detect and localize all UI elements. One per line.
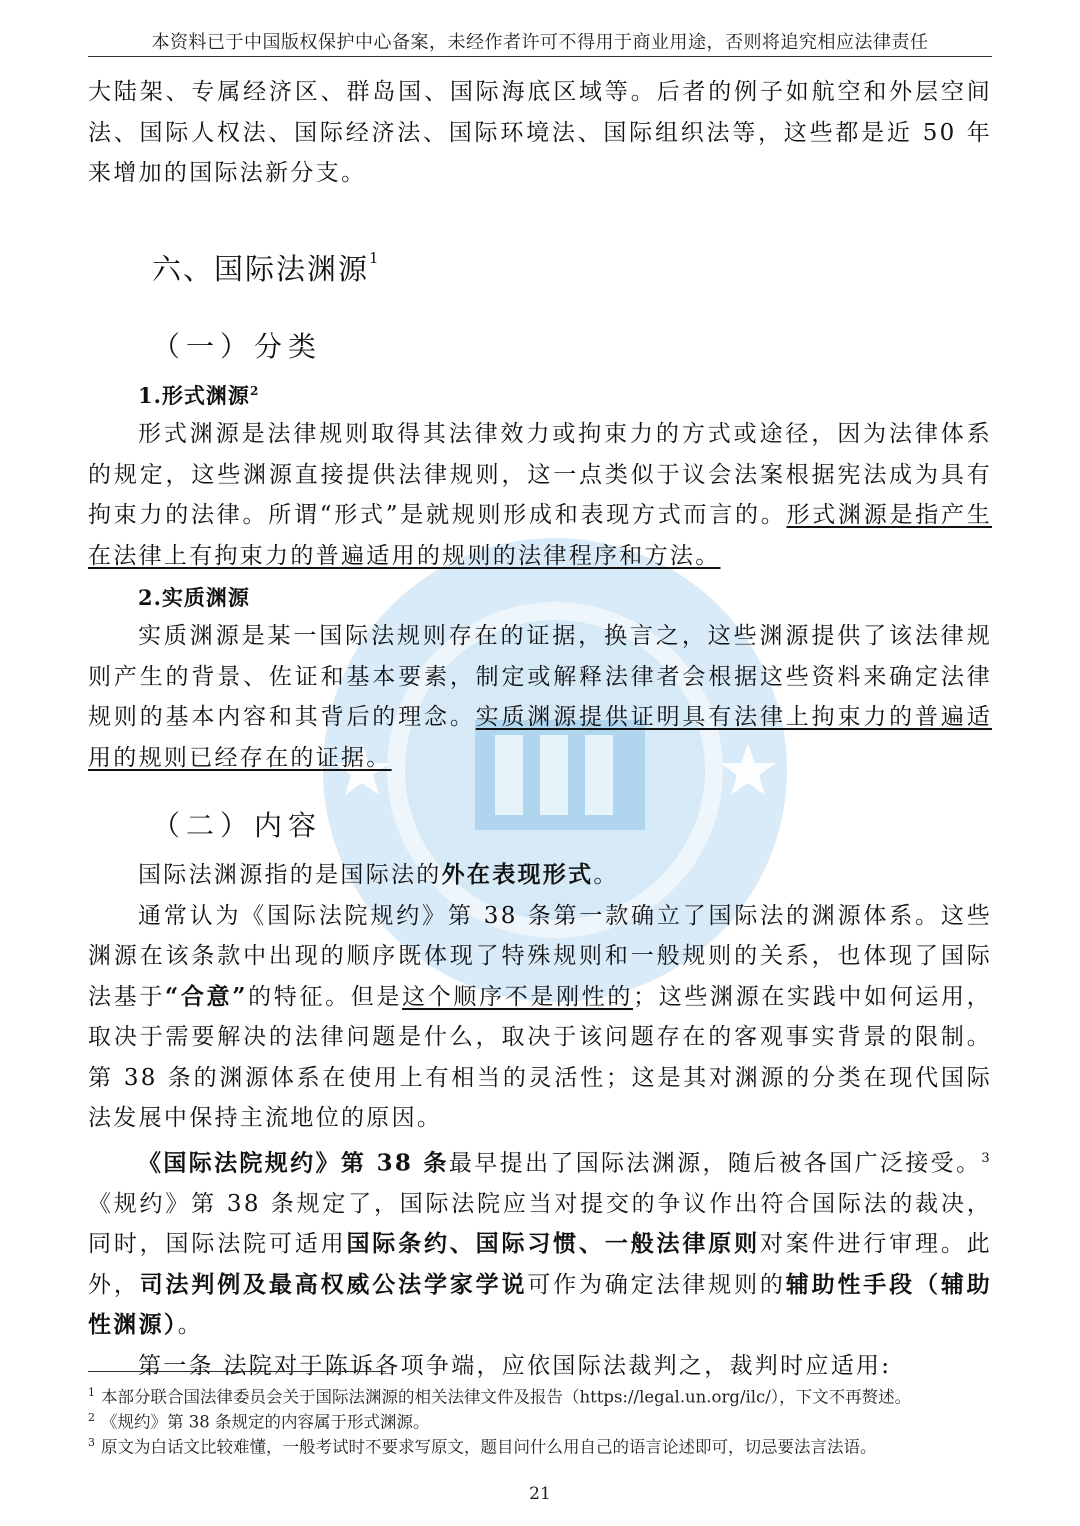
material-sources-body xyxy=(88,616,992,778)
paragraph-article-one: 第一条 法院对于陈诉各项争端，应依国际法裁判之，裁判时应适用: xyxy=(138,1352,892,1379)
intro-paragraph: 大陆架、专属经济区、群岛国、国际海底区域等。后者的例子如航空和外层空间法、国际人权法、国际经济法、国际环境法、国际组织法等，这些都是近 50 年来增加的国际法新分支。 xyxy=(88,79,992,186)
copyright-header: 本资料已于中国版权保护中心备案，未经作者许可不得用于商业用途，否则将追究相应法律责任 xyxy=(151,32,929,53)
text-run: 形式渊源是法律规则取得其法律效力或拘束力的方式或途径，因为法律体系的规定，这些渊源直接提供法律规则，这一点类似于议会法案根据宪法成为具有拘束力的法律。所谓“形式”是就规则形成和表现方式而言的。 xyxy=(88,421,992,528)
subsection-heading-classification: （一）分类 xyxy=(152,330,323,363)
paragraph-article-38 xyxy=(88,896,992,1139)
item-heading-formal-sources xyxy=(138,380,259,410)
formal-sources-body xyxy=(88,414,992,576)
page-number: 21 xyxy=(529,1484,551,1504)
underlined-definition: 形式渊源是指产生在法律上有拘束力的普遍适用的规则的法律程序和方法。 xyxy=(88,502,993,569)
section-title: 六、国际法渊源 xyxy=(152,252,370,286)
bold-text: 辅助性手段（辅助性渊源） xyxy=(88,1270,992,1339)
footnote-text: 原文为白话文比较难懂，一般考试时不要求写原文，题目问什么用自己的语言论述即可，切忌要法言法语。 xyxy=(101,1437,877,1457)
text-run: ；这些渊源在实践中如何运用，取决于需要解决的法律问题是什么，取决于该问题存在的客观事实背景的限制。第 38 条的渊源体系在使用上有相当的灵活性；这是其对渊源的分类在现代国际法发展中保持主流地位的原因。 xyxy=(88,983,992,1131)
bold-text: 《国际法院规约》第 38 条 xyxy=(138,1149,449,1177)
footnote-number: 2 xyxy=(88,1411,95,1424)
subsection-heading-content: （二）内容 xyxy=(152,809,323,842)
paragraph-external-form xyxy=(88,855,992,896)
footnote-ref-3: 3 xyxy=(981,1150,992,1166)
footnote-ref-1: 1 xyxy=(369,249,381,267)
footnote-2 xyxy=(88,1407,992,1434)
text-run: 可作为确定法律规则的 xyxy=(527,1271,786,1298)
text-run: 通常认为《国际法院规约》第 38 条第一款确立了国际法的渊源体系。这些渊源在该条款中出现的顺序既体现了特殊规则和一般规则的关系，也体现了国际法基于 xyxy=(88,902,992,1010)
header-rule xyxy=(88,56,992,57)
footnote-1 xyxy=(88,1382,992,1409)
paragraph xyxy=(88,414,992,576)
footnote-ref-2: 2 xyxy=(249,384,260,398)
text-run: 的特征。但是 xyxy=(247,983,403,1010)
text-run: 对案件进行审理。此外， xyxy=(88,1231,992,1298)
text-run: 《规约》第 38 条规定了，国际法院应当对提交的争议作出符合国际法的裁决，同时，国际法院可适用 xyxy=(88,1190,992,1258)
text-run: 国际法渊源指的是国际法的 xyxy=(138,862,442,888)
item-heading-material-sources: 2.实质渊源 xyxy=(138,585,250,610)
footnote-number: 1 xyxy=(88,1386,95,1399)
text-run: 。 xyxy=(177,1312,204,1339)
bold-text: 司法判例及最高权威公法学家学说 xyxy=(139,1270,528,1298)
footnote-number: 3 xyxy=(88,1436,95,1449)
text-run: 。 xyxy=(593,862,619,888)
bold-text: 国际条约、国际习惯、一般法律原则 xyxy=(346,1230,760,1258)
text-run: 实质渊源是某一国际法规则存在的证据，换言之，这些渊源提供了该法律规则产生的背景、佐证和基本要素，制定或解释法律者会根据这些资料来确定法律规则的基本内容和其背后的理念。 xyxy=(88,623,992,730)
footnote-3 xyxy=(88,1432,992,1459)
bold-text: “合意” xyxy=(165,982,248,1010)
paragraph-statute xyxy=(88,1139,992,1346)
underlined-definition: 实质渊源提供证明具有法律上拘束力的普遍适用的规则已经存在的证据。 xyxy=(88,704,993,771)
intro-block xyxy=(88,72,992,194)
footnote-text: 《规约》第 38 条规定的内容属于形式渊源。 xyxy=(101,1412,430,1432)
bold-text: 外在表现形式 xyxy=(441,861,594,888)
content-body xyxy=(88,855,992,1386)
underlined-text: 这个顺序不是刚性的 xyxy=(402,983,634,1010)
text-run: 最早提出了国际法渊源，随后被各国广泛接受。 xyxy=(448,1150,982,1177)
item-title: 1.形式渊源 xyxy=(138,383,250,408)
footnote-rule xyxy=(88,1371,386,1372)
section-heading xyxy=(152,247,381,288)
footnote-text: 本部分联合国法律委员会关于国际法渊源的相关法律文件及报告（https://legal.un.org/ilc/），下文不再赘述。 xyxy=(101,1387,912,1407)
paragraph xyxy=(88,616,992,778)
